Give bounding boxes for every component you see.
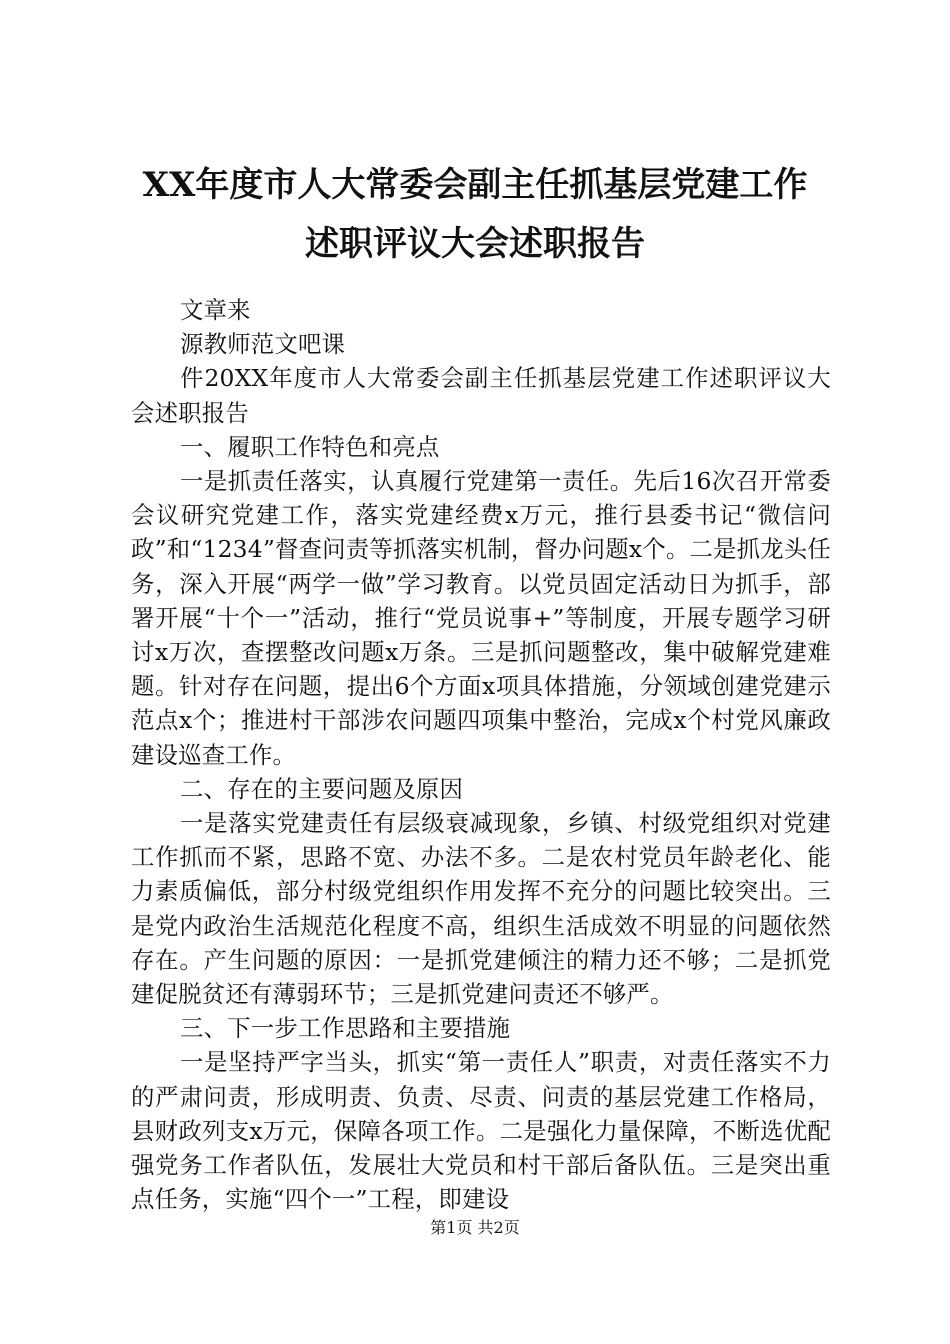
section-heading-2: 二、存在的主要问题及原因 [180, 774, 464, 803]
paragraph-source-1: 文章来 [180, 296, 251, 324]
document-body [131, 293, 831, 1216]
paragraph-section-3: 一是坚持严字当头，抓实“第一责任人”职责，对责任落实不力的严肃问责，形成明责、负责、尽责、问责的基层党建工作格局，县财政列支x万元，保障各项工作。二是强化力量保障，不断选优配强党务工作者队伍，发展壮大党员和村干部后备队伍。三是突出重点任务，实施“四个一”工程，即建设 [131, 1048, 831, 1214]
section-heading-3: 三、下一步工作思路和主要措施 [180, 1014, 511, 1043]
document-title-line-2: 述职评议大会述职报告 [305, 224, 645, 264]
section-heading-1: 一、履职工作特色和亮点 [180, 432, 440, 461]
paragraph-source-2: 源教师范文吧课 [180, 330, 346, 359]
paragraph-section-1: 一是抓责任落实，认真履行党建第一责任。先后16次召开常委会议研究党建工作，落实党建经费x万元，推行县委书记“微信问政”和“1234”督查问责等抓落实机制，督办问题x个。二是抓龙头任务，深入开展“两学一做”学习教育。以党员固定活动日为抓手，部署开展“十个一”活动，推行“党员说事+”等制度，开展专题学习研讨x万次，查摆整改问题x万条。三是抓问题整改，集中破解党建难题。针对存在问题，提出6个方面x项具体措施，分领域创建党建示范点x个；推进村干部涉农问题四项集中整治，完成x个村党风廉政建设巡查工作。 [131, 467, 831, 769]
document-title-line-1: XX年度市人大常委会副主任抓基层党建工作 [142, 165, 808, 205]
page-footer: 第1页 共2页 [430, 1218, 520, 1237]
paragraph-intro: 件20XX年度市人大常委会副主任抓基层党建工作述职评议大会述职报告 [131, 364, 831, 427]
paragraph-section-2: 一是落实党建责任有层级衰减现象，乡镇、村级党组织对党建工作抓而不紧，思路不宽、办法不多。二是农村党员年龄老化、能力素质偏低，部分村级党组织作用发挥不充分的问题比较突出。三是党内政治生活规范化程度不高，组织生活成效不明显的问题依然存在。产生问题的原因：一是抓党建倾注的精力还不够；二是抓党建促脱贫还有薄弱环节；三是抓党建问责还不够严。 [131, 809, 831, 1009]
